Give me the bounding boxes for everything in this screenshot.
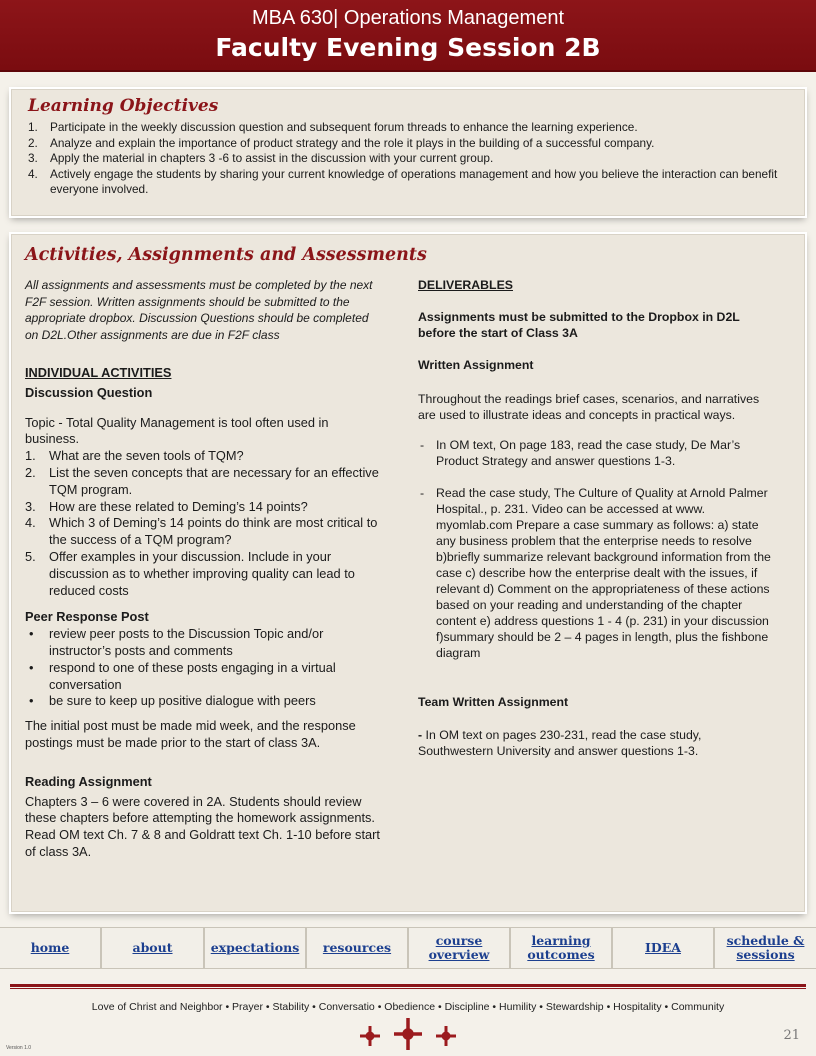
question-text: Offer examples in your discussion. Include in your discussion as to whether improving quality can lead to reduced costs	[49, 548, 355, 598]
cross-icon	[360, 1026, 380, 1046]
activities-title: Activities, Assignments and Assessments	[25, 245, 427, 265]
written-assignment-intro: Throughout the readings brief cases, scenarios, and narratives are used to illustrate ideas and concepts in practical ways.	[418, 392, 760, 422]
question-text: What are the seven tools of TQM?	[49, 448, 244, 464]
objective-number: 3.	[28, 151, 38, 165]
question-number: 3.	[25, 498, 36, 514]
cross-icon	[436, 1026, 456, 1046]
objective-text: Actively engage the students by sharing your current knowledge of operations management and how you believe the interaction can benefit everyone involved.	[50, 166, 778, 196]
question-number: 4.	[25, 515, 36, 531]
activities-panel	[11, 234, 805, 912]
team-assignment-heading: Team Written Assignment	[418, 695, 569, 709]
objective-number: 1.	[28, 120, 38, 134]
page-header	[0, 0, 816, 72]
objective-text: Analyze and explain the importance of product strategy and the role it plays in the building of a successful company.	[50, 135, 655, 150]
footer-divider	[10, 984, 806, 987]
peer-response-item: • respond to one of these posts engaging in a virtual conversation	[25, 660, 385, 694]
question-number: 2.	[25, 464, 36, 480]
item-dash: -	[420, 486, 425, 500]
objective-item	[28, 120, 788, 136]
learning-objectives-title: Learning Objectives	[28, 96, 219, 116]
team-assignment-text	[418, 727, 778, 759]
bottom-navigation	[0, 927, 816, 969]
page-number: 21	[783, 1028, 800, 1043]
activities-intro: All assignments and assessments must be completed by the next F2F session. Written assignments should be submitted to the appropriate dropbox. Discussion Questions should be completed on D2L.Other assignments are due in F2F class	[25, 278, 373, 342]
nav-link-learning-outcomes[interactable]: learning outcomes	[511, 928, 613, 968]
core-values-line: Love of Christ and Neighbor • Prayer • Stability • Conversatio • Obedience • Discipline • Humility • Stewardship • Hospitality • Community	[91, 1001, 725, 1013]
objective-text: Participate in the weekly discussion question and subsequent forum threads to enhance the learning experience.	[50, 120, 638, 134]
nav-link-course-overview[interactable]: course overview	[409, 928, 511, 968]
nav-link-about[interactable]: about	[102, 928, 205, 968]
footer-divider-thin	[10, 988, 806, 989]
objective-number: 2.	[28, 135, 38, 150]
item-text: In OM text, On page 183, read the case study, De Mar’s Product Strategy and answer questions 1-3.	[436, 438, 741, 468]
discussion-question-item	[25, 465, 385, 499]
discussion-questions-list	[25, 448, 385, 599]
nav-link-schedule-sessions[interactable]: schedule & sessions	[726, 933, 805, 962]
question-text: Which 3 of Deming’s 14 points do think are most critical to the success of a TQM program?	[49, 515, 378, 548]
peer-response-list	[25, 626, 385, 710]
item-text: Read the case study, The Culture of Quality at Arnold Palmer Hospital., p. 231. Video can be accessed at www. myomlab.com Prepare a case summary as follows: a) state any business problem that the enterprise needs to resolve b)briefly summarize relevant background information from the case c) describe how the enterprise dealt with the issues, if relevant d) Comment on the appropriateness of these actions based on your reading and understanding of the chapter content e) address questions 1 - 4 (p. 231) in your discussion f)summary should be 2 – 4 pages in length, plus the fishbone diagram	[436, 486, 771, 660]
objective-item	[28, 167, 788, 198]
dropbox-note: Assignments must be submitted to the Dropbox in D2L before the start of Class 3A	[418, 310, 740, 340]
team-text: In OM text on pages 230-231, read the case study, Southwestern University and answer questions 1-3.	[418, 728, 702, 758]
discussion-question-item	[25, 499, 385, 516]
nav-link-home[interactable]: home	[0, 928, 102, 968]
written-assignment-list	[418, 437, 778, 661]
objective-number: 4.	[28, 166, 38, 181]
objective-item	[28, 136, 788, 152]
question-text: How are these related to Deming’s 14 points?	[49, 498, 308, 514]
discussion-question-heading: Discussion Question	[25, 384, 153, 400]
written-assignment-item	[418, 437, 778, 469]
version-label: Version 1.0	[6, 1045, 32, 1051]
nav-link-expectations[interactable]: expectations	[205, 928, 307, 968]
peer-response-heading: Peer Response Post	[25, 609, 149, 625]
question-text: List the seven concepts that are necessary for an effective TQM program.	[49, 464, 379, 497]
session-title: Faculty Evening Session 2B	[215, 33, 601, 62]
question-number: 1.	[25, 448, 36, 464]
objectives-list	[28, 120, 788, 198]
course-title: MBA 630| Operations Management	[251, 7, 565, 29]
item-dash: -	[420, 438, 425, 452]
discussion-question-item	[25, 448, 385, 465]
peer-response-item: • review peer posts to the Discussion Topic and/or instructor’s posts and comments	[25, 626, 385, 660]
crosses-emblem	[358, 1016, 458, 1052]
activities-column	[25, 277, 385, 861]
written-assignment-heading: Written Assignment	[418, 358, 534, 372]
question-number: 5.	[25, 548, 36, 564]
reading-assignment-heading: Reading Assignment	[25, 773, 152, 789]
objective-text: Apply the material in chapters 3 -6 to assist in the discussion with your current group.	[50, 151, 494, 165]
team-dash: -	[418, 728, 423, 742]
reading-assignment-text: Chapters 3 – 6 were covered in 2A. Students should review these chapters before attempting the homework assignments. Read OM text Ch. 7 & 8 and Goldratt text Ch. 1-10 before start of class 3A.	[25, 793, 380, 859]
objective-item	[28, 151, 788, 167]
discussion-topic: Topic - Total Quality Management is tool often used in business.	[25, 414, 329, 447]
nav-link-idea[interactable]: IDEA	[613, 928, 715, 968]
discussion-question-item	[25, 549, 385, 599]
deliverables-heading: DELIVERABLES	[418, 278, 513, 292]
individual-activities-heading: INDIVIDUAL ACTIVITIES	[25, 365, 172, 380]
nav-link-resources[interactable]: resources	[307, 928, 409, 968]
posting-note: The initial post must be made mid week, and the response postings must be made prior to the start of class 3A.	[25, 718, 356, 750]
cross-icon	[394, 1018, 422, 1050]
discussion-question-item	[25, 515, 385, 549]
peer-response-item: • be sure to keep up positive dialogue with peers	[25, 693, 385, 710]
deliverables-column	[418, 277, 778, 759]
written-assignment-item	[418, 485, 778, 661]
learning-objectives-panel	[11, 89, 805, 216]
